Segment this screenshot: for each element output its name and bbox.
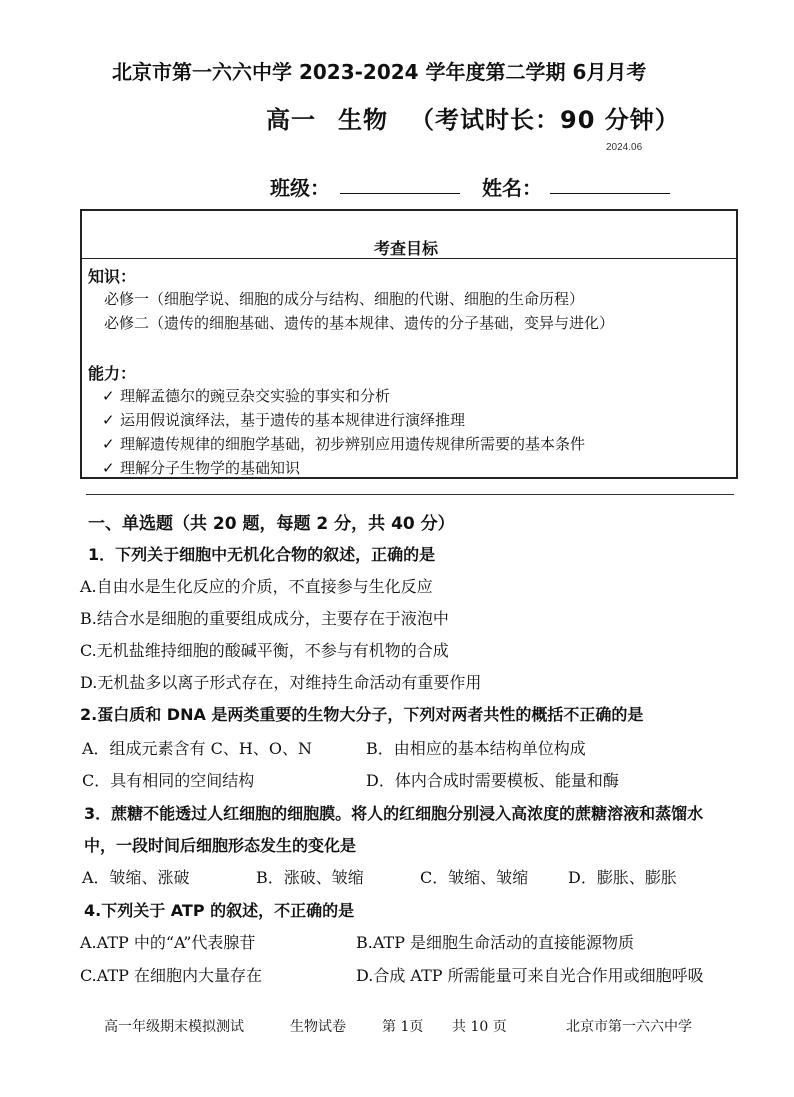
- question-4-option-b: B.ATP 是细胞生命活动的直接能源物质: [356, 933, 635, 952]
- exam-date: 2024.06: [606, 142, 643, 153]
- question-2-option-b: B．由相应的基本结构单位构成: [366, 739, 586, 758]
- grade-label: 高一: [266, 106, 316, 134]
- question-3-option-b: B．涨破、皱缩: [256, 868, 364, 887]
- question-4-stem: 4.下列关于 ATP 的叙述，不正确的是: [84, 901, 355, 920]
- question-1-option-d: D.无机盐多以离子形式存在，对维持生命活动有重要作用: [80, 673, 482, 692]
- knowledge-heading: 知识：: [88, 267, 137, 286]
- section-separator: [86, 494, 734, 495]
- footer-paper: 生物试卷: [290, 1019, 346, 1035]
- name-label: 姓名：: [482, 176, 542, 200]
- question-1-stem: 1．下列关于细胞中无机化合物的叙述，正确的是: [88, 545, 436, 564]
- question-3-option-c: C．皱缩、皱缩: [420, 868, 529, 887]
- goals-title: 考查目标: [374, 239, 439, 258]
- check-icon: ✓: [102, 459, 115, 477]
- class-label: 班级：: [270, 176, 330, 200]
- class-blank[interactable]: [340, 193, 460, 194]
- footer-page-number: 第 1页: [382, 1019, 424, 1035]
- knowledge-item: 必修二（遗传的细胞基础、遗传的基本规律、遗传的分子基础，变异与进化）: [104, 314, 615, 332]
- ability-item: ✓ 理解遗传规律的细胞学基础，初步辨别应用遗传规律所需要的基本条件: [102, 435, 586, 453]
- question-1-option-a: A.自由水是生化反应的介质，不直接参与生化反应: [80, 577, 433, 596]
- exam-title: [266, 100, 680, 135]
- question-3-stem-continued: 中，一段时间后细胞形态发生的变化是: [84, 836, 357, 855]
- ability-heading: 能力：: [88, 364, 137, 383]
- question-1-option-b: B.结合水是细胞的重要组成成分，主要存在于液泡中: [80, 609, 449, 628]
- ability-item: ✓ 理解孟德尔的豌豆杂交实验的事实和分析: [102, 387, 391, 405]
- question-4-option-a: A.ATP 中的“A”代表腺苷: [80, 933, 256, 952]
- footer-total-pages: 共 10 页: [452, 1019, 507, 1035]
- footer-school: 北京市第一六六中学: [566, 1019, 692, 1035]
- footer-exam-name: 高一年级期末模拟测试: [104, 1019, 244, 1035]
- question-2-option-a: A．组成元素含有 C、H、O、N: [82, 739, 312, 758]
- ability-item: ✓ 运用假说演绎法，基于遗传的基本规律进行演绎推理: [102, 411, 466, 429]
- question-3-option-d: D．膨胀、膨胀: [568, 868, 677, 887]
- question-3-option-a: A．皱缩、涨破: [82, 868, 190, 887]
- school-title: 北京市第一六六中学 2023-2024 学年度第二学期 6月月考: [112, 60, 647, 84]
- question-1-option-c: C.无机盐维持细胞的酸碱平衡，不参与有机物的合成: [80, 641, 449, 660]
- question-3-stem: 3．蔗糖不能透过人红细胞的细胞膜。将人的红细胞分别浸入高浓度的蔗糖溶液和蒸馏水: [84, 804, 704, 823]
- duration-label: （考试时长：90 分钟）: [410, 106, 680, 134]
- check-icon: ✓: [102, 435, 115, 453]
- knowledge-item: 必修一（细胞学说、细胞的成分与结构、细胞的代谢、细胞的生命历程）: [104, 290, 585, 308]
- check-icon: ✓: [102, 411, 115, 429]
- question-2-option-d: D．体内合成时需要模板、能量和酶: [366, 771, 619, 790]
- question-2-stem: 2.蛋白质和 DNA 是两类重要的生物大分子，下列对两者共性的概括不正确的是: [80, 705, 644, 724]
- name-blank[interactable]: [550, 193, 670, 194]
- question-2-option-c: C．具有相同的空间结构: [82, 771, 255, 790]
- question-4-option-c: C.ATP 在细胞内大量存在: [80, 966, 262, 985]
- subject-label: 生物: [338, 106, 388, 134]
- question-4-option-d: D.合成 ATP 所需能量可来自光合作用或细胞呼吸: [356, 966, 704, 985]
- section-heading: 一、单选题（共 20 题，每题 2 分，共 40 分）: [88, 514, 455, 534]
- check-icon: ✓: [102, 387, 115, 405]
- ability-item: ✓ 理解分子生物学的基础知识: [102, 459, 301, 477]
